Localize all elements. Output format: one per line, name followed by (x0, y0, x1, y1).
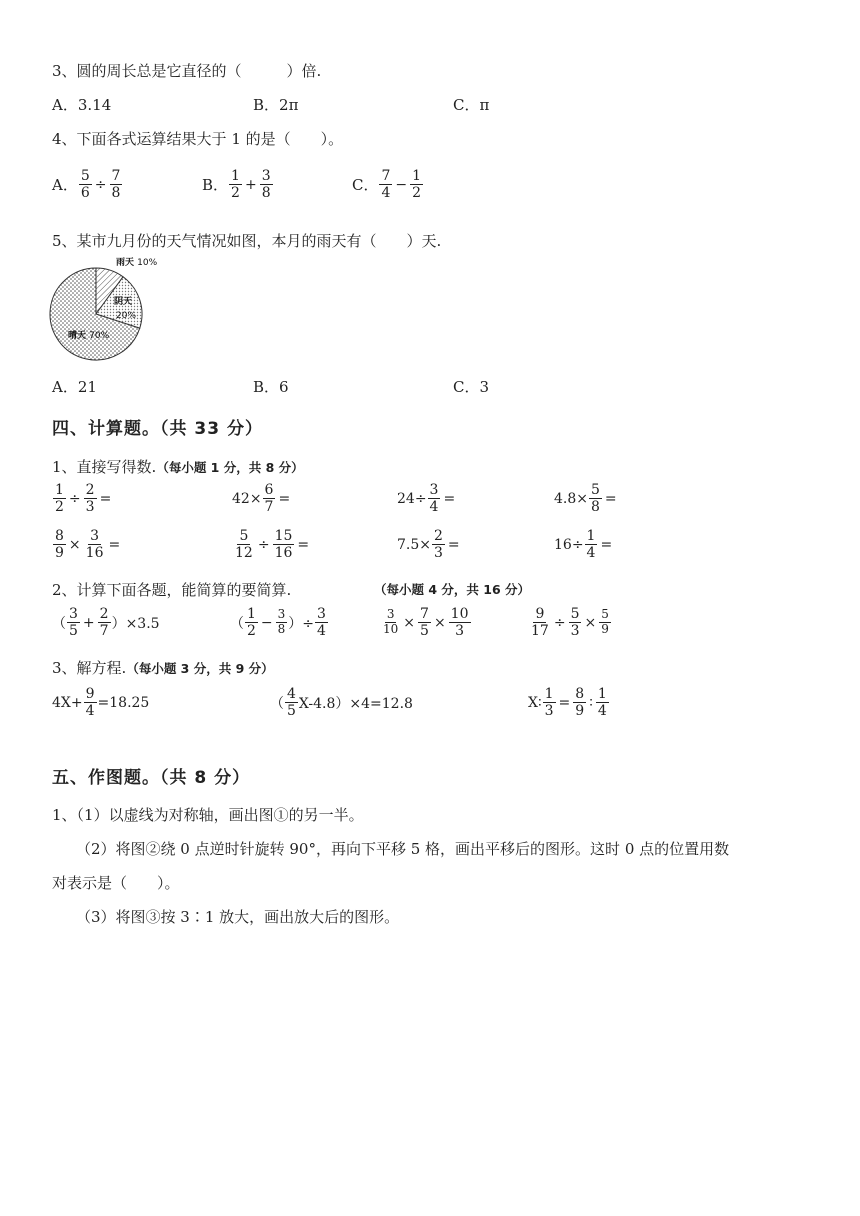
q4-option-b: B． $\frac{1}{2}$ + $\frac{3}{8}$ (202, 168, 271, 202)
direct-answer-item: $\frac{1}{2}$ ÷ $\frac{2}{3}$ = (55, 482, 112, 516)
pie-label-2: 阴天 (114, 297, 133, 307)
direct-answer-item: 7.5× $\frac{2}{3}$ = (397, 528, 460, 562)
s4-p2-stem: 2、计算下面各题，能简算的要简算. (52, 581, 292, 599)
s4-p3-stem: 3、解方程.（每小题 3 分，共 9 分） (52, 659, 274, 677)
q5-option-a: A．21 (52, 378, 97, 396)
s5-line-1: 1、（1）以虚线为对称轴，画出图①的另一半。 (52, 806, 364, 824)
s5-line-2: （2）将图②绕 0 点逆时针旋转 90°，再向下平移 5 格，画出平移后的图形。这时 0 点的位置用数 (76, 840, 730, 858)
q4-option-a: A． $\frac{5}{6}$ ÷ $\frac{7}{8}$ (52, 168, 121, 202)
pie-value-2: 20% (116, 311, 137, 321)
direct-answer-item: 42× $\frac{6}{7}$ = (232, 482, 291, 516)
q3-option-c: C．π (453, 96, 490, 114)
s5-line-4: （3）将图③按 3∶1 放大，画出放大后的图形。 (76, 908, 400, 926)
section-5-title: 五、作图题。（共 8 分） (52, 768, 251, 788)
direct-answer-item: 16÷ $\frac{1}{4}$ = (554, 528, 613, 562)
s4-p3-eq-2: （ $\frac{4}{5}$ X-4.8）×4=12.8 (270, 686, 413, 720)
s4-p2-expr-1: （ $\frac{3}{5}$ + $\frac{2}{7}$ ）×3.5 (52, 606, 160, 640)
section-4-title: 四、计算题。（共 33 分） (52, 419, 263, 439)
q4-option-c: C． $\frac{7}{4}$ − $\frac{1}{2}$ (352, 168, 422, 202)
direct-answer-item: 4.8× $\frac{5}{8}$ = (554, 482, 617, 516)
q3-stem: 3、圆的周长总是它直径的（ ）倍. (52, 62, 322, 80)
s4-p3-eq-1: 4X+ $\frac{9}{4}$ =18.25 (52, 686, 150, 720)
weather-pie-chart (46, 254, 186, 370)
direct-answer-item: $\frac{8}{9}$ × $\frac{3}{16}$ = (55, 528, 121, 562)
q5-option-c: C．3 (453, 378, 490, 396)
s4-p2-note: （每小题 4 分，共 16 分） (374, 582, 531, 597)
s4-p2-expr-2: （ $\frac{1}{2}$ − $\frac{3}{8}$ ）÷ $\frac{3}{4}$ (230, 606, 326, 640)
q3-option-b: B．2π (253, 96, 299, 114)
pie-label-1: 雨天 10% (116, 258, 158, 268)
q5-option-b: B．6 (253, 378, 289, 396)
s4-p3-eq-3: X∶ $\frac{1}{3}$ = $\frac{8}{9}$ ∶ $\frac{1}{4}$ (528, 686, 607, 720)
s4-p1-stem: 1、直接写得数.（每小题 1 分，共 8 分） (52, 458, 304, 476)
direct-answer-item: 24÷ $\frac{3}{4}$ = (397, 482, 456, 516)
q4-stem: 4、下面各式运算结果大于 1 的是（ ）。 (52, 130, 344, 148)
s4-p2-expr-3: $\frac{3}{10}$ × $\frac{7}{5}$ × $\frac{10}{3}$ (383, 606, 469, 640)
q3-option-a: A．3.14 (52, 96, 112, 114)
direct-answer-item: $\frac{5}{12}$ ÷ $\frac{15}{16}$ = (235, 528, 310, 562)
s5-line-3: 对表示是（ ）。 (52, 874, 180, 892)
q5-stem: 5、某市九月份的天气情况如图，本月的雨天有（ ）天. (52, 232, 442, 250)
pie-label-3: 晴天 70% (68, 331, 110, 341)
s4-p2-expr-4: $\frac{9}{17}$ ÷ $\frac{5}{3}$ × $\frac{5}{9}$ (531, 606, 609, 640)
